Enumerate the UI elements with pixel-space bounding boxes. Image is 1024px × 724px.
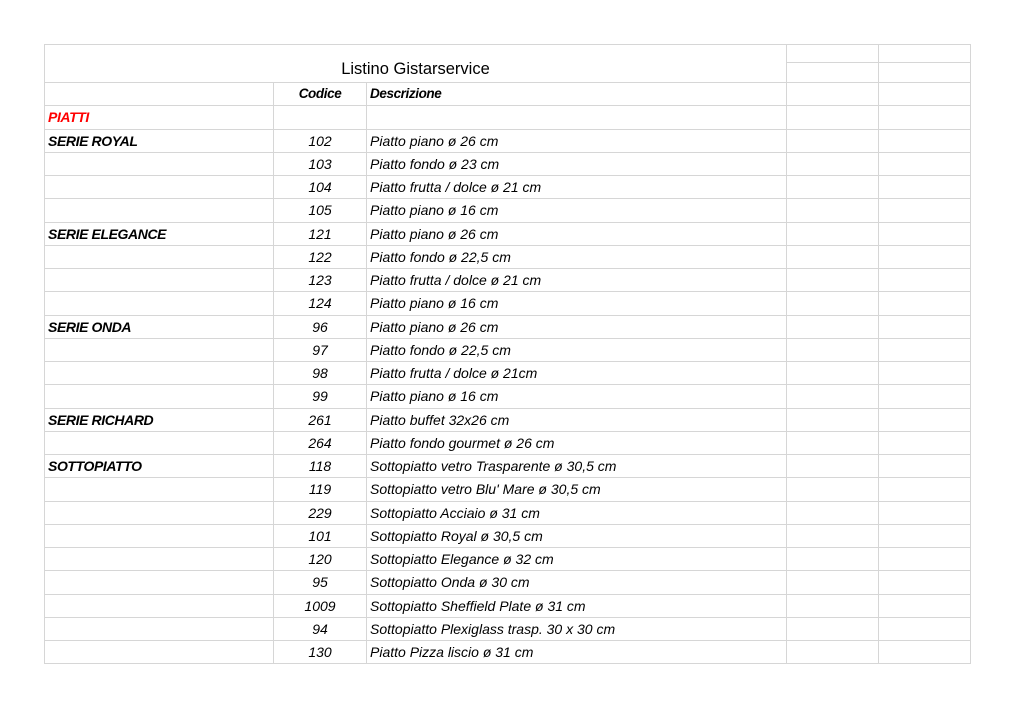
empty-cell [787,153,879,176]
item-code: 104 [274,176,367,199]
table-row [45,548,971,571]
item-code: 105 [274,199,367,222]
item-description: Sottopiatto vetro Trasparente ø 30,5 cm [367,455,787,478]
item-description: Piatto piano ø 16 cm [367,199,787,222]
empty-cell [787,478,879,501]
title-side-col-5 [879,45,971,83]
item-description: Piatto piano ø 26 cm [367,130,787,153]
item-description: Piatto frutta / dolce ø 21cm [367,362,787,385]
empty-cell [879,595,971,618]
item-code: 94 [274,618,367,641]
empty-cell [274,106,367,129]
table-row [45,455,971,478]
item-description: Piatto fondo ø 22,5 cm [367,246,787,269]
item-code: 120 [274,548,367,571]
item-code: 98 [274,362,367,385]
empty-cell [787,409,879,432]
empty-cell [787,246,879,269]
item-code: 102 [274,130,367,153]
table-row [45,269,971,292]
series-label [45,618,274,641]
empty-cell [879,316,971,339]
title-row [45,45,971,83]
empty-cell [787,199,879,222]
item-code: 99 [274,385,367,408]
empty-cell [879,246,971,269]
series-label [45,362,274,385]
table-row [45,130,971,153]
empty-cell [367,106,787,129]
empty-cell [787,223,879,246]
item-code: 130 [274,641,367,664]
empty-cell [879,292,971,315]
table-row [45,223,971,246]
table-row [45,176,971,199]
series-label: SERIE ONDA [45,316,274,339]
empty-cell [787,455,879,478]
series-label [45,385,274,408]
sheet-title: Listino Gistarservice [341,60,490,78]
series-label: SERIE ROYAL [45,130,274,153]
item-code: 122 [274,246,367,269]
table-row [45,571,971,594]
item-code: 124 [274,292,367,315]
column-header-row [45,83,971,106]
empty-cell [879,525,971,548]
header-descrizione: Descrizione [367,83,787,106]
empty-cell [787,502,879,525]
item-description: Piatto piano ø 16 cm [367,292,787,315]
series-label [45,246,274,269]
table-row [45,409,971,432]
item-description: Piatto piano ø 16 cm [367,385,787,408]
empty-cell [879,176,971,199]
series-label [45,199,274,222]
item-code: 118 [274,455,367,478]
item-description: Sottopiatto Elegance ø 32 cm [367,548,787,571]
series-label: SERIE ELEGANCE [45,223,274,246]
empty-cell [879,223,971,246]
table-row [45,432,971,455]
table-row [45,502,971,525]
empty-cell [879,362,971,385]
series-label [45,292,274,315]
series-label [45,339,274,362]
empty-cell [879,385,971,408]
empty-cell [787,316,879,339]
series-label [45,525,274,548]
table-row [45,246,971,269]
item-code: 229 [274,502,367,525]
header-empty-cell [879,83,971,106]
series-label [45,432,274,455]
empty-cell [879,269,971,292]
item-description: Sottopiatto Acciaio ø 31 cm [367,502,787,525]
section-row [45,106,971,129]
item-code: 96 [274,316,367,339]
empty-cell [879,455,971,478]
table-row [45,385,971,408]
empty-cell [879,106,971,129]
item-description: Piatto frutta / dolce ø 21 cm [367,269,787,292]
item-description: Sottopiatto Sheffield Plate ø 31 cm [367,595,787,618]
series-label [45,641,274,664]
empty-cell [879,130,971,153]
series-label [45,269,274,292]
item-description: Piatto buffet 32x26 cm [367,409,787,432]
item-description: Piatto fondo ø 22,5 cm [367,339,787,362]
table-row [45,316,971,339]
empty-cell [787,269,879,292]
table-row [45,153,971,176]
title-cell [45,45,787,83]
empty-cell [879,502,971,525]
series-label [45,548,274,571]
empty-cell [787,176,879,199]
table-row [45,362,971,385]
empty-cell [787,571,879,594]
table-row [45,339,971,362]
item-description: Sottopiatto Plexiglass trasp. 30 x 30 cm [367,618,787,641]
empty-cell [787,525,879,548]
item-code: 123 [274,269,367,292]
empty-cell [787,641,879,664]
empty-cell [787,618,879,641]
item-description: Piatto fondo ø 23 cm [367,153,787,176]
item-code: 103 [274,153,367,176]
table-row [45,641,971,664]
empty-cell [787,385,879,408]
header-codice: Codice [274,83,367,106]
table-row [45,292,971,315]
empty-cell [879,478,971,501]
item-code: 261 [274,409,367,432]
empty-cell [879,432,971,455]
table-row [45,525,971,548]
series-label [45,571,274,594]
header-empty-cell [45,83,274,106]
item-description: Sottopiatto vetro Blu' Mare ø 30,5 cm [367,478,787,501]
empty-cell [787,432,879,455]
header-empty-cell [787,83,879,106]
item-description: Piatto frutta / dolce ø 21 cm [367,176,787,199]
series-label: SERIE RICHARD [45,409,274,432]
empty-cell [787,130,879,153]
empty-cell [879,618,971,641]
table-row [45,595,971,618]
empty-cell [879,199,971,222]
empty-cell [787,362,879,385]
item-code: 1009 [274,595,367,618]
item-description: Piatto fondo gourmet ø 26 cm [367,432,787,455]
table-row [45,478,971,501]
empty-cell [787,339,879,362]
empty-cell [787,548,879,571]
table-row [45,618,971,641]
empty-cell [879,409,971,432]
item-code: 101 [274,525,367,548]
series-label [45,153,274,176]
series-label: SOTTOPIATTO [45,455,274,478]
table-body [45,130,971,665]
empty-cell [787,595,879,618]
item-code: 264 [274,432,367,455]
empty-cell [787,106,879,129]
series-label [45,176,274,199]
item-code: 97 [274,339,367,362]
item-description: Piatto piano ø 26 cm [367,223,787,246]
title-side-col-4 [787,45,879,83]
empty-cell [787,292,879,315]
item-description: Sottopiatto Royal ø 30,5 cm [367,525,787,548]
item-code: 119 [274,478,367,501]
item-code: 121 [274,223,367,246]
empty-cell [879,641,971,664]
series-label [45,478,274,501]
empty-cell [879,153,971,176]
series-label [45,502,274,525]
series-label [45,595,274,618]
item-code: 95 [274,571,367,594]
section-label: PIATTI [45,106,274,129]
sheet-grid [44,44,971,664]
table-row [45,199,971,222]
empty-cell [879,339,971,362]
item-description: Sottopiatto Onda ø 30 cm [367,571,787,594]
empty-cell [879,571,971,594]
item-description: Piatto Pizza liscio ø 31 cm [367,641,787,664]
item-description: Piatto piano ø 26 cm [367,316,787,339]
empty-cell [879,548,971,571]
